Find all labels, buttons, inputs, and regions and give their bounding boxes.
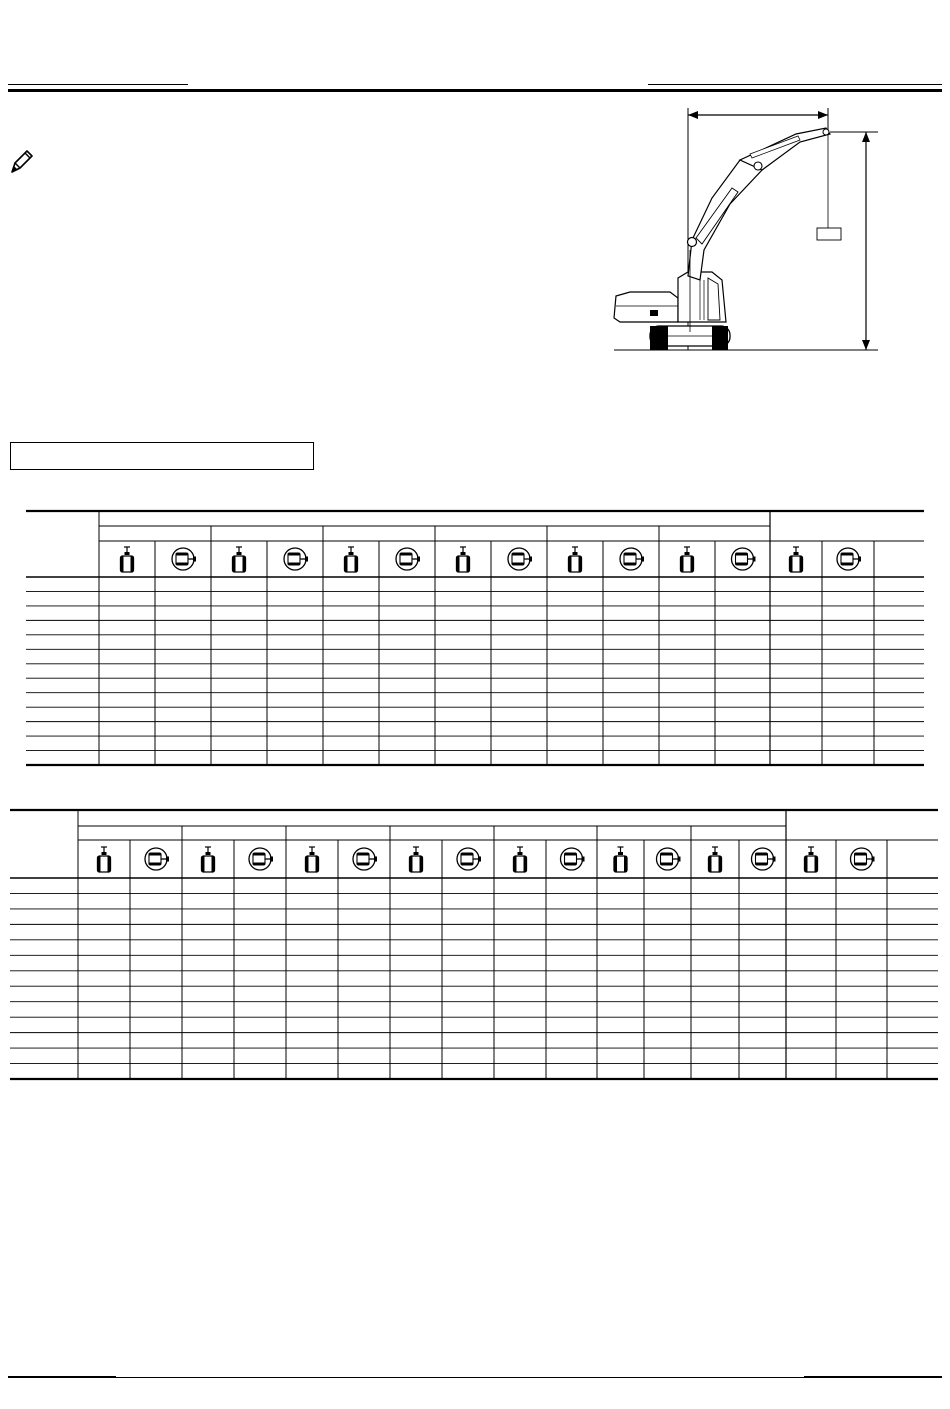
over-side-icon xyxy=(353,848,377,870)
over-side-icon xyxy=(561,848,585,870)
over-front-icon xyxy=(614,847,627,872)
over-side-icon xyxy=(249,848,273,870)
footer-rule-accent-right xyxy=(804,1376,942,1378)
over-front-icon xyxy=(709,847,722,872)
over-front-icon xyxy=(410,847,423,872)
footer-rule xyxy=(8,1377,942,1378)
over-front-icon xyxy=(514,847,527,872)
over-side-icon xyxy=(657,848,681,870)
over-front-icon xyxy=(805,847,818,872)
over-side-icon xyxy=(851,848,875,870)
over-side-icon xyxy=(145,848,169,870)
over-front-icon xyxy=(306,847,319,872)
over-side-icon xyxy=(457,848,481,870)
over-front-icon xyxy=(98,847,111,872)
footer-rule-accent-left xyxy=(8,1376,116,1378)
over-side-icon xyxy=(752,848,776,870)
over-front-icon xyxy=(202,847,215,872)
